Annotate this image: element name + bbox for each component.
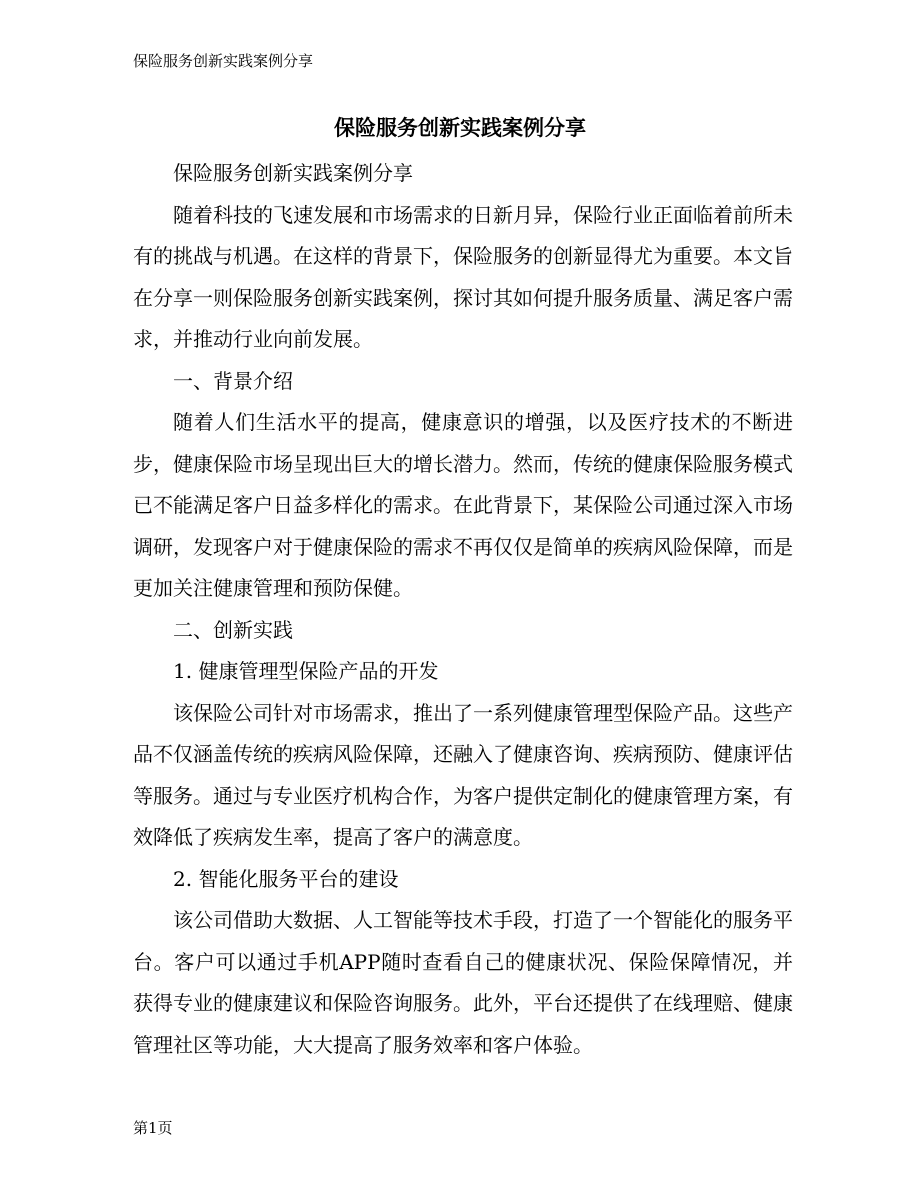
paragraph-smart-platform: 该公司借助大数据、人工智能等技术手段，打造了一个智能化的服务平台。客户可以通过手机APP随时查看自己的健康状况、保险保障情况，并获得专业的健康建议和保险咨询服务。此外，平台还提供了在线理赔、健康管理社区等功能，大大提高了服务效率和客户体验。 — [133, 908, 793, 1057]
section-heading-background: 一、背景介绍 — [173, 368, 293, 393]
document-body — [133, 153, 793, 1066]
subheading-health-product: 1. 健康管理型保险产品的开发 — [173, 659, 439, 683]
subheading-smart-platform: 2. 智能化服务平台的建设 — [173, 866, 399, 891]
paragraph-subtitle: 保险服务创新实践案例分享 — [173, 161, 413, 185]
page-number: 第1页 — [133, 1119, 173, 1137]
section-heading-innovation: 二、创新实践 — [173, 617, 293, 642]
paragraph-background: 随着人们生活水平的提高，健康意识的增强，以及医疗技术的不断进步，健康保险市场呈现出巨大的增长潜力。然而，传统的健康保险服务模式已不能满足客户日益多样化的需求。在此背景下，某保险公司通过深入市场调研，发现客户对于健康保险的需求不再仅仅是简单的疾病风险保障，而是更加关注健康管理和预防保健。 — [133, 410, 793, 600]
document-title: 保险服务创新实践案例分享 — [334, 115, 586, 140]
paragraph-intro: 随着科技的飞速发展和市场需求的日新月异，保险行业正面临着前所未有的挑战与机遇。在这样的背景下，保险服务的创新显得尤为重要。本文旨在分享一则保险服务创新实践案例，探讨其如何提升服务质量、满足客户需求，并推动行业向前发展。 — [133, 202, 793, 351]
paragraph-health-product: 该保险公司针对市场需求，推出了一系列健康管理型保险产品。这些产品不仅涵盖传统的疾病风险保障，还融入了健康咨询、疾病预防、健康评估等服务。通过与专业医疗机构合作，为客户提供定制化的健康管理方案，有效降低了疾病发生率，提高了客户的满意度。 — [133, 700, 793, 849]
page-header: 保险服务创新实践案例分享 — [133, 52, 314, 70]
